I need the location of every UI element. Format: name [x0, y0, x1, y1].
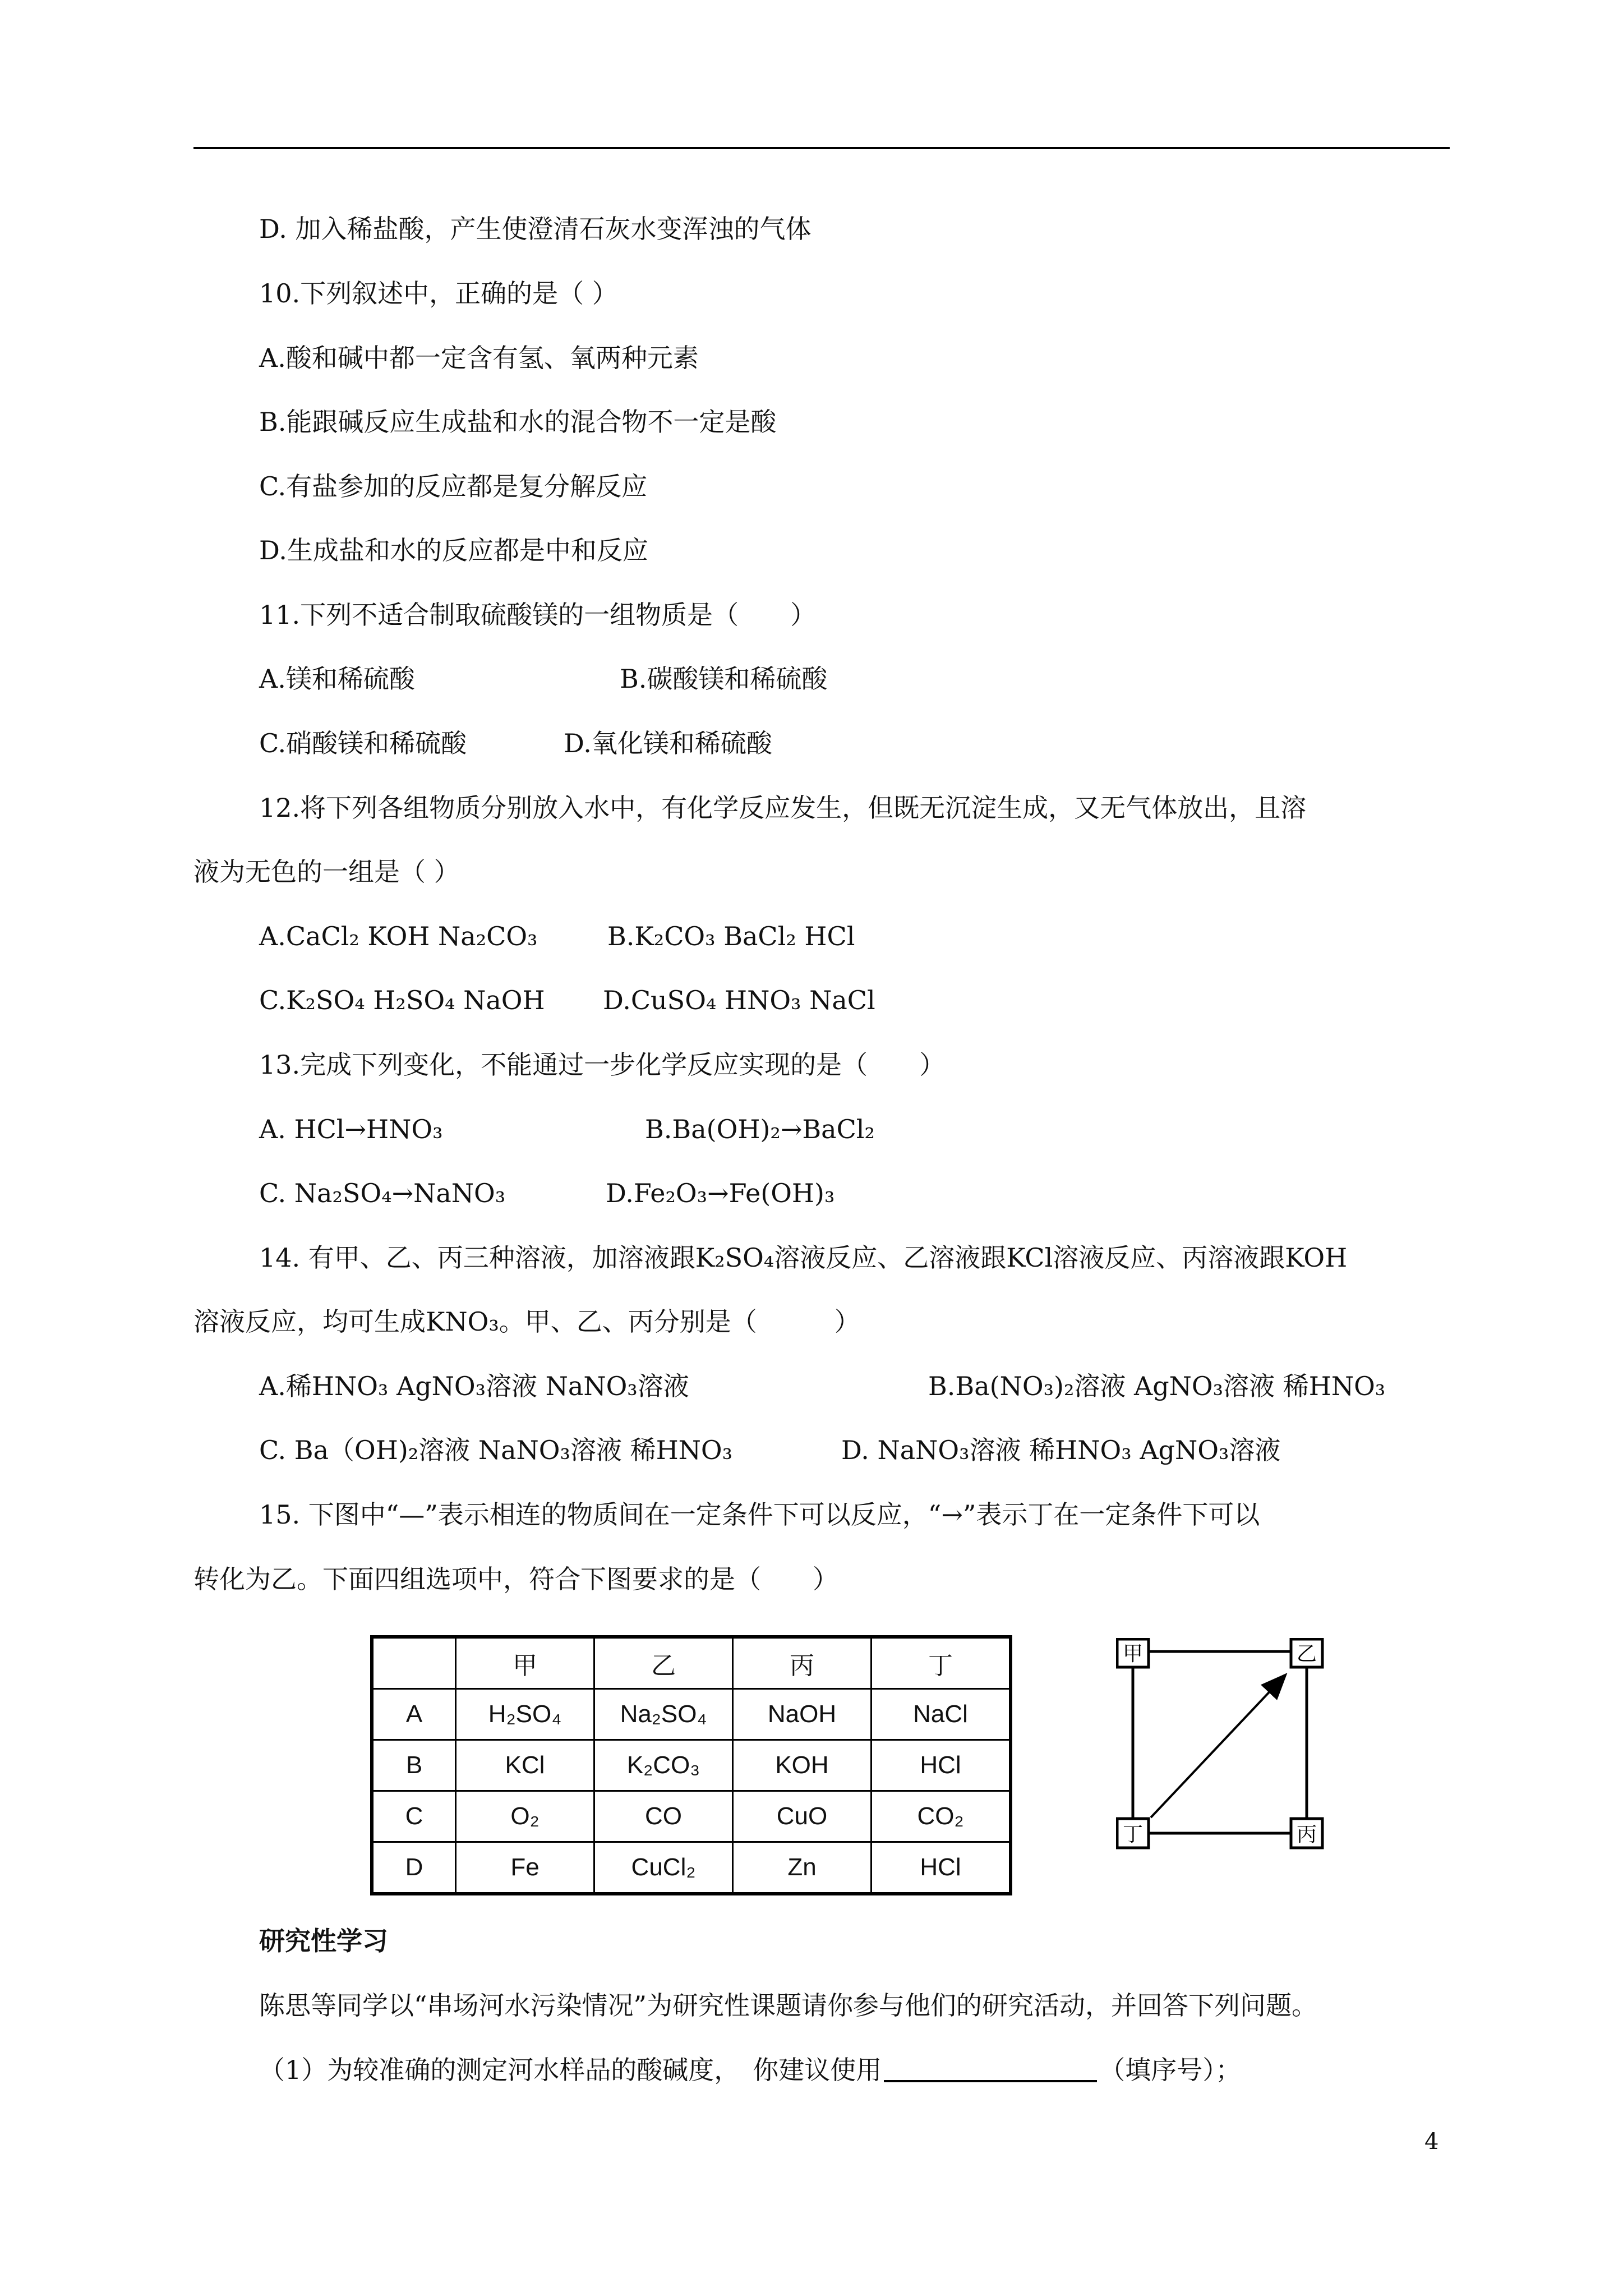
q14-stem-line2: 溶液反应，均可生成KNO₃。甲、乙、丙分别是（ ） [193, 1306, 860, 1337]
arrow-ding-to-yi [1151, 1676, 1284, 1818]
table-header-cell: 丙 [733, 1637, 872, 1689]
table-cell: B [372, 1740, 456, 1791]
q15-options-table [370, 1635, 1012, 1895]
q11-stem: 11.下列不适合制取硫酸镁的一组物质是（ ） [259, 600, 817, 630]
q14-option-d: D. NaNO₃溶液 稀HNO₃ AgNO₃溶液 [841, 1435, 1281, 1465]
node-yi: 乙 [1296, 1642, 1317, 1665]
table-cell: Na₂SO₄ [594, 1689, 733, 1740]
q9-option-d: D. 加入稀盐酸，产生使澄清石灰水变浑浊的气体 [259, 214, 811, 244]
table-cell: K₂CO₃ [594, 1740, 733, 1791]
q11-option-a: A.镁和稀硫酸 [259, 664, 415, 694]
table-cell: HCl [872, 1740, 1011, 1791]
research-intro: 陈思等同学以“串场河水污染情况”为研究性课题请你参与他们的研究活动，并回答下列问题。 [259, 1990, 1318, 2021]
table-header-cell: 乙 [594, 1637, 733, 1689]
table-row [372, 1740, 1011, 1791]
q12-stem-line1: 12.将下列各组物质分别放入水中，有化学反应发生，但既无沉淀生成，又无气体放出，且溶 [259, 793, 1307, 823]
q14-stem-line1: 14. 有甲、乙、丙三种溶液，加溶液跟K₂SO₄溶液反应、乙溶液跟KCl溶液反应、丙溶液跟KOH [259, 1243, 1348, 1273]
node-ding: 丁 [1122, 1823, 1144, 1846]
table-row [372, 1842, 1011, 1894]
q12-option-a: A.CaCl₂ KOH Na₂CO₃ [259, 921, 538, 951]
page-number: 4 [1424, 2129, 1439, 2155]
research-q1-prefix: （1）为较准确的测定河水样品的酸碱度， 你建议使用 [259, 2055, 882, 2085]
q10-stem: 10.下列叙述中，正确的是（ ） [259, 278, 618, 309]
q15-stem-line1: 15. 下图中“—”表示相连的物质间在一定条件下可以反应，“→”表示丁在一定条件下可以 [259, 1499, 1260, 1530]
node-jia: 甲 [1122, 1642, 1144, 1665]
table-cell: C [372, 1791, 456, 1842]
table-header-row [372, 1637, 1011, 1689]
q13-stem: 13.完成下列变化，不能通过一步化学反应实现的是（ ） [259, 1050, 946, 1080]
table-cell: Zn [733, 1842, 872, 1894]
research-q1 [259, 2053, 1241, 2087]
table-cell: H₂SO₄ [456, 1689, 594, 1740]
q12-option-c: C.K₂SO₄ H₂SO₄ NaOH [259, 985, 545, 1015]
answer-blank[interactable] [884, 2055, 1097, 2082]
table-cell: CO₂ [872, 1791, 1011, 1842]
table-cell: A [372, 1689, 456, 1740]
table-cell: NaCl [872, 1689, 1011, 1740]
table-header-cell: 甲 [456, 1637, 594, 1689]
q10-option-a: A.酸和碱中都一定含有氢、氧两种元素 [259, 343, 699, 373]
q15-relation-diagram [1116, 1638, 1340, 1851]
q13-option-c: C. Na₂SO₄→NaNO₃ [259, 1178, 506, 1208]
q13-option-d: D.Fe₂O₃→Fe(OH)₃ [606, 1178, 835, 1208]
table-cell: KCl [456, 1740, 594, 1791]
q12-option-b: B.K₂CO₃ BaCl₂ HCl [607, 921, 855, 951]
table-cell: HCl [872, 1842, 1011, 1894]
q13-option-a: A. HCl→HNO₃ [259, 1114, 443, 1144]
q11-option-d: D.氧化镁和稀硫酸 [564, 728, 772, 758]
table-cell: O₂ [456, 1791, 594, 1842]
table-cell: KOH [733, 1740, 872, 1791]
table-cell: CuCl₂ [594, 1842, 733, 1894]
node-bing: 丙 [1296, 1823, 1317, 1846]
table-row [372, 1791, 1011, 1842]
q10-option-d: D.生成盐和水的反应都是中和反应 [259, 535, 648, 565]
table-header-cell: 丁 [872, 1637, 1011, 1689]
q10-option-b: B.能跟碱反应生成盐和水的混合物不一定是酸 [259, 407, 777, 437]
q14-option-b: B.Ba(NO₃)₂溶液 AgNO₃溶液 稀HNO₃ [928, 1371, 1386, 1401]
table-row [372, 1689, 1011, 1740]
q14-option-c: C. Ba（OH)₂溶液 NaNO₃溶液 稀HNO₃ [259, 1435, 733, 1465]
header-rule [193, 147, 1450, 149]
q11-option-b: B.碳酸镁和稀硫酸 [620, 664, 828, 694]
table-header-cell [372, 1637, 456, 1689]
research-q1-suffix: （填序号）； [1099, 2055, 1242, 2085]
q12-option-d: D.CuSO₄ HNO₃ NaCl [603, 985, 875, 1015]
q15-stem-line2: 转化为乙。下面四组选项中，符合下图要求的是（ ） [193, 1564, 838, 1594]
q10-option-c: C.有盐参加的反应都是复分解反应 [259, 471, 648, 501]
q12-stem-line2: 液为无色的一组是（ ） [193, 857, 460, 887]
table-cell: Fe [456, 1842, 594, 1894]
table-cell: CuO [733, 1791, 872, 1842]
q13-option-b: B.Ba(OH)₂→BaCl₂ [645, 1114, 875, 1144]
q14-option-a: A.稀HNO₃ AgNO₃溶液 NaNO₃溶液 [259, 1371, 689, 1401]
table-cell: CO [594, 1791, 733, 1842]
q11-option-c: C.硝酸镁和稀硫酸 [259, 728, 467, 758]
table-cell: D [372, 1842, 456, 1894]
research-title: 研究性学习 [259, 1926, 388, 1956]
table-cell: NaOH [733, 1689, 872, 1740]
